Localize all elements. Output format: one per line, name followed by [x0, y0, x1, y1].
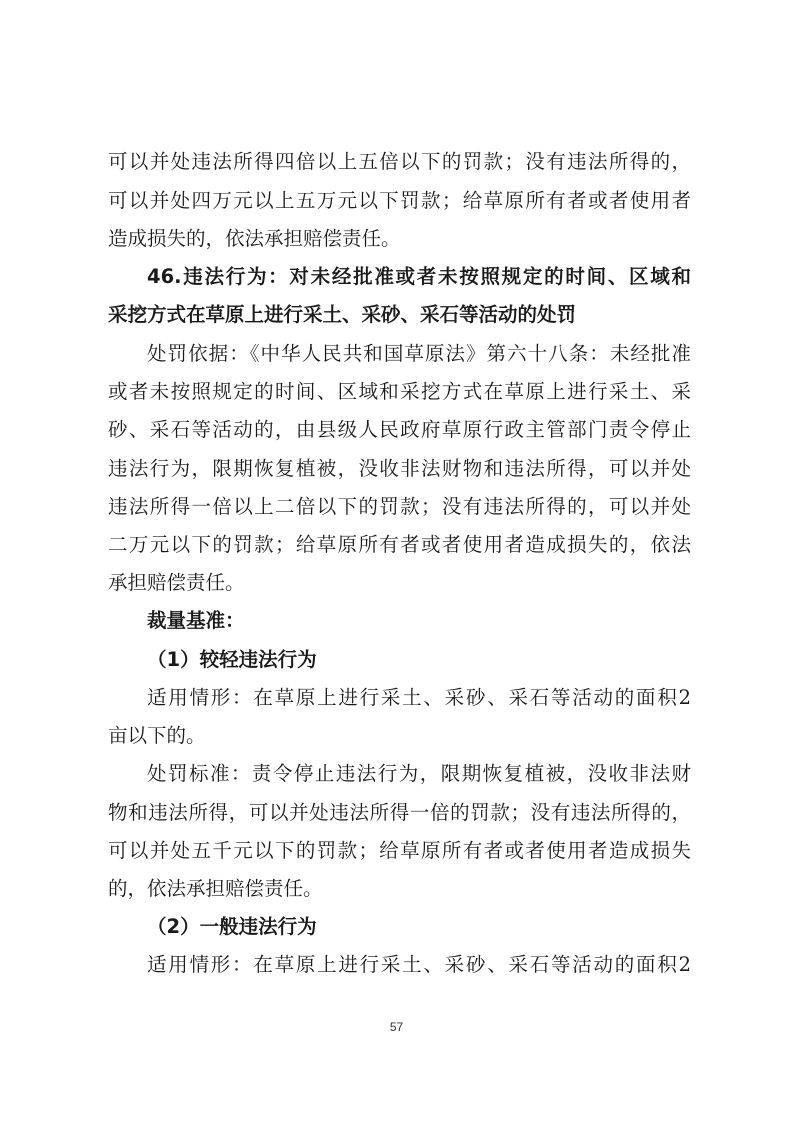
section-heading: 采挖方式在草原上进行采土、采砂、采石等活动的处罚	[108, 303, 577, 326]
body-line: 二万元以下的罚款；给草原所有者或者使用者造成损失的，依法	[108, 533, 691, 556]
body-line: 物和违法所得，可以并处违法所得一倍的罚款；没有违法所得的，	[108, 801, 691, 824]
body-line: 承担赔偿责任。	[108, 571, 245, 594]
section-heading: 46.违法行为：对未经批准或者未按照规定的时间、区域和	[147, 265, 691, 288]
subheading: （2）一般违法行为	[147, 915, 317, 938]
body-line: 可以并处四万元以上五万元以下罚款；给草原所有者或者使用者	[108, 189, 691, 212]
subheading: 裁量基准：	[147, 609, 245, 632]
page-number: 57	[389, 1020, 404, 1034]
body-line: 适用情形：在草原上进行采土、采砂、采石等活动的面积2	[147, 686, 691, 709]
body-line: 违法行为，限期恢复植被，没收非法财物和违法所得，可以并处	[108, 457, 691, 480]
body-line: 处罚标准：责令停止违法行为，限期恢复植被，没收非法财	[147, 762, 691, 785]
body-line: 造成损失的，依法承担赔偿责任。	[108, 227, 401, 250]
body-line: 或者未按照规定的时间、区域和采挖方式在草原上进行采土、采	[108, 380, 691, 403]
body-line: 亩以下的。	[108, 724, 206, 747]
body-line: 适用情形：在草原上进行采土、采砂、采石等活动的面积2	[147, 953, 691, 976]
body-line: 的，依法承担赔偿责任。	[108, 877, 323, 900]
body-line: 砂、采石等活动的，由县级人民政府草原行政主管部门责令停止	[108, 418, 691, 441]
body-line: 可以并处五千元以下的罚款；给草原所有者或者使用者造成损失	[108, 839, 691, 862]
subheading: （1）较轻违法行为	[147, 648, 317, 671]
body-line: 可以并处违法所得四倍以上五倍以下的罚款；没有违法所得的，	[108, 150, 691, 173]
body-line: 处罚依据：《中华人民共和国草原法》第六十八条：未经批准	[147, 342, 691, 365]
body-line: 违法所得一倍以上二倍以下的罚款；没有违法所得的，可以并处	[108, 495, 691, 518]
